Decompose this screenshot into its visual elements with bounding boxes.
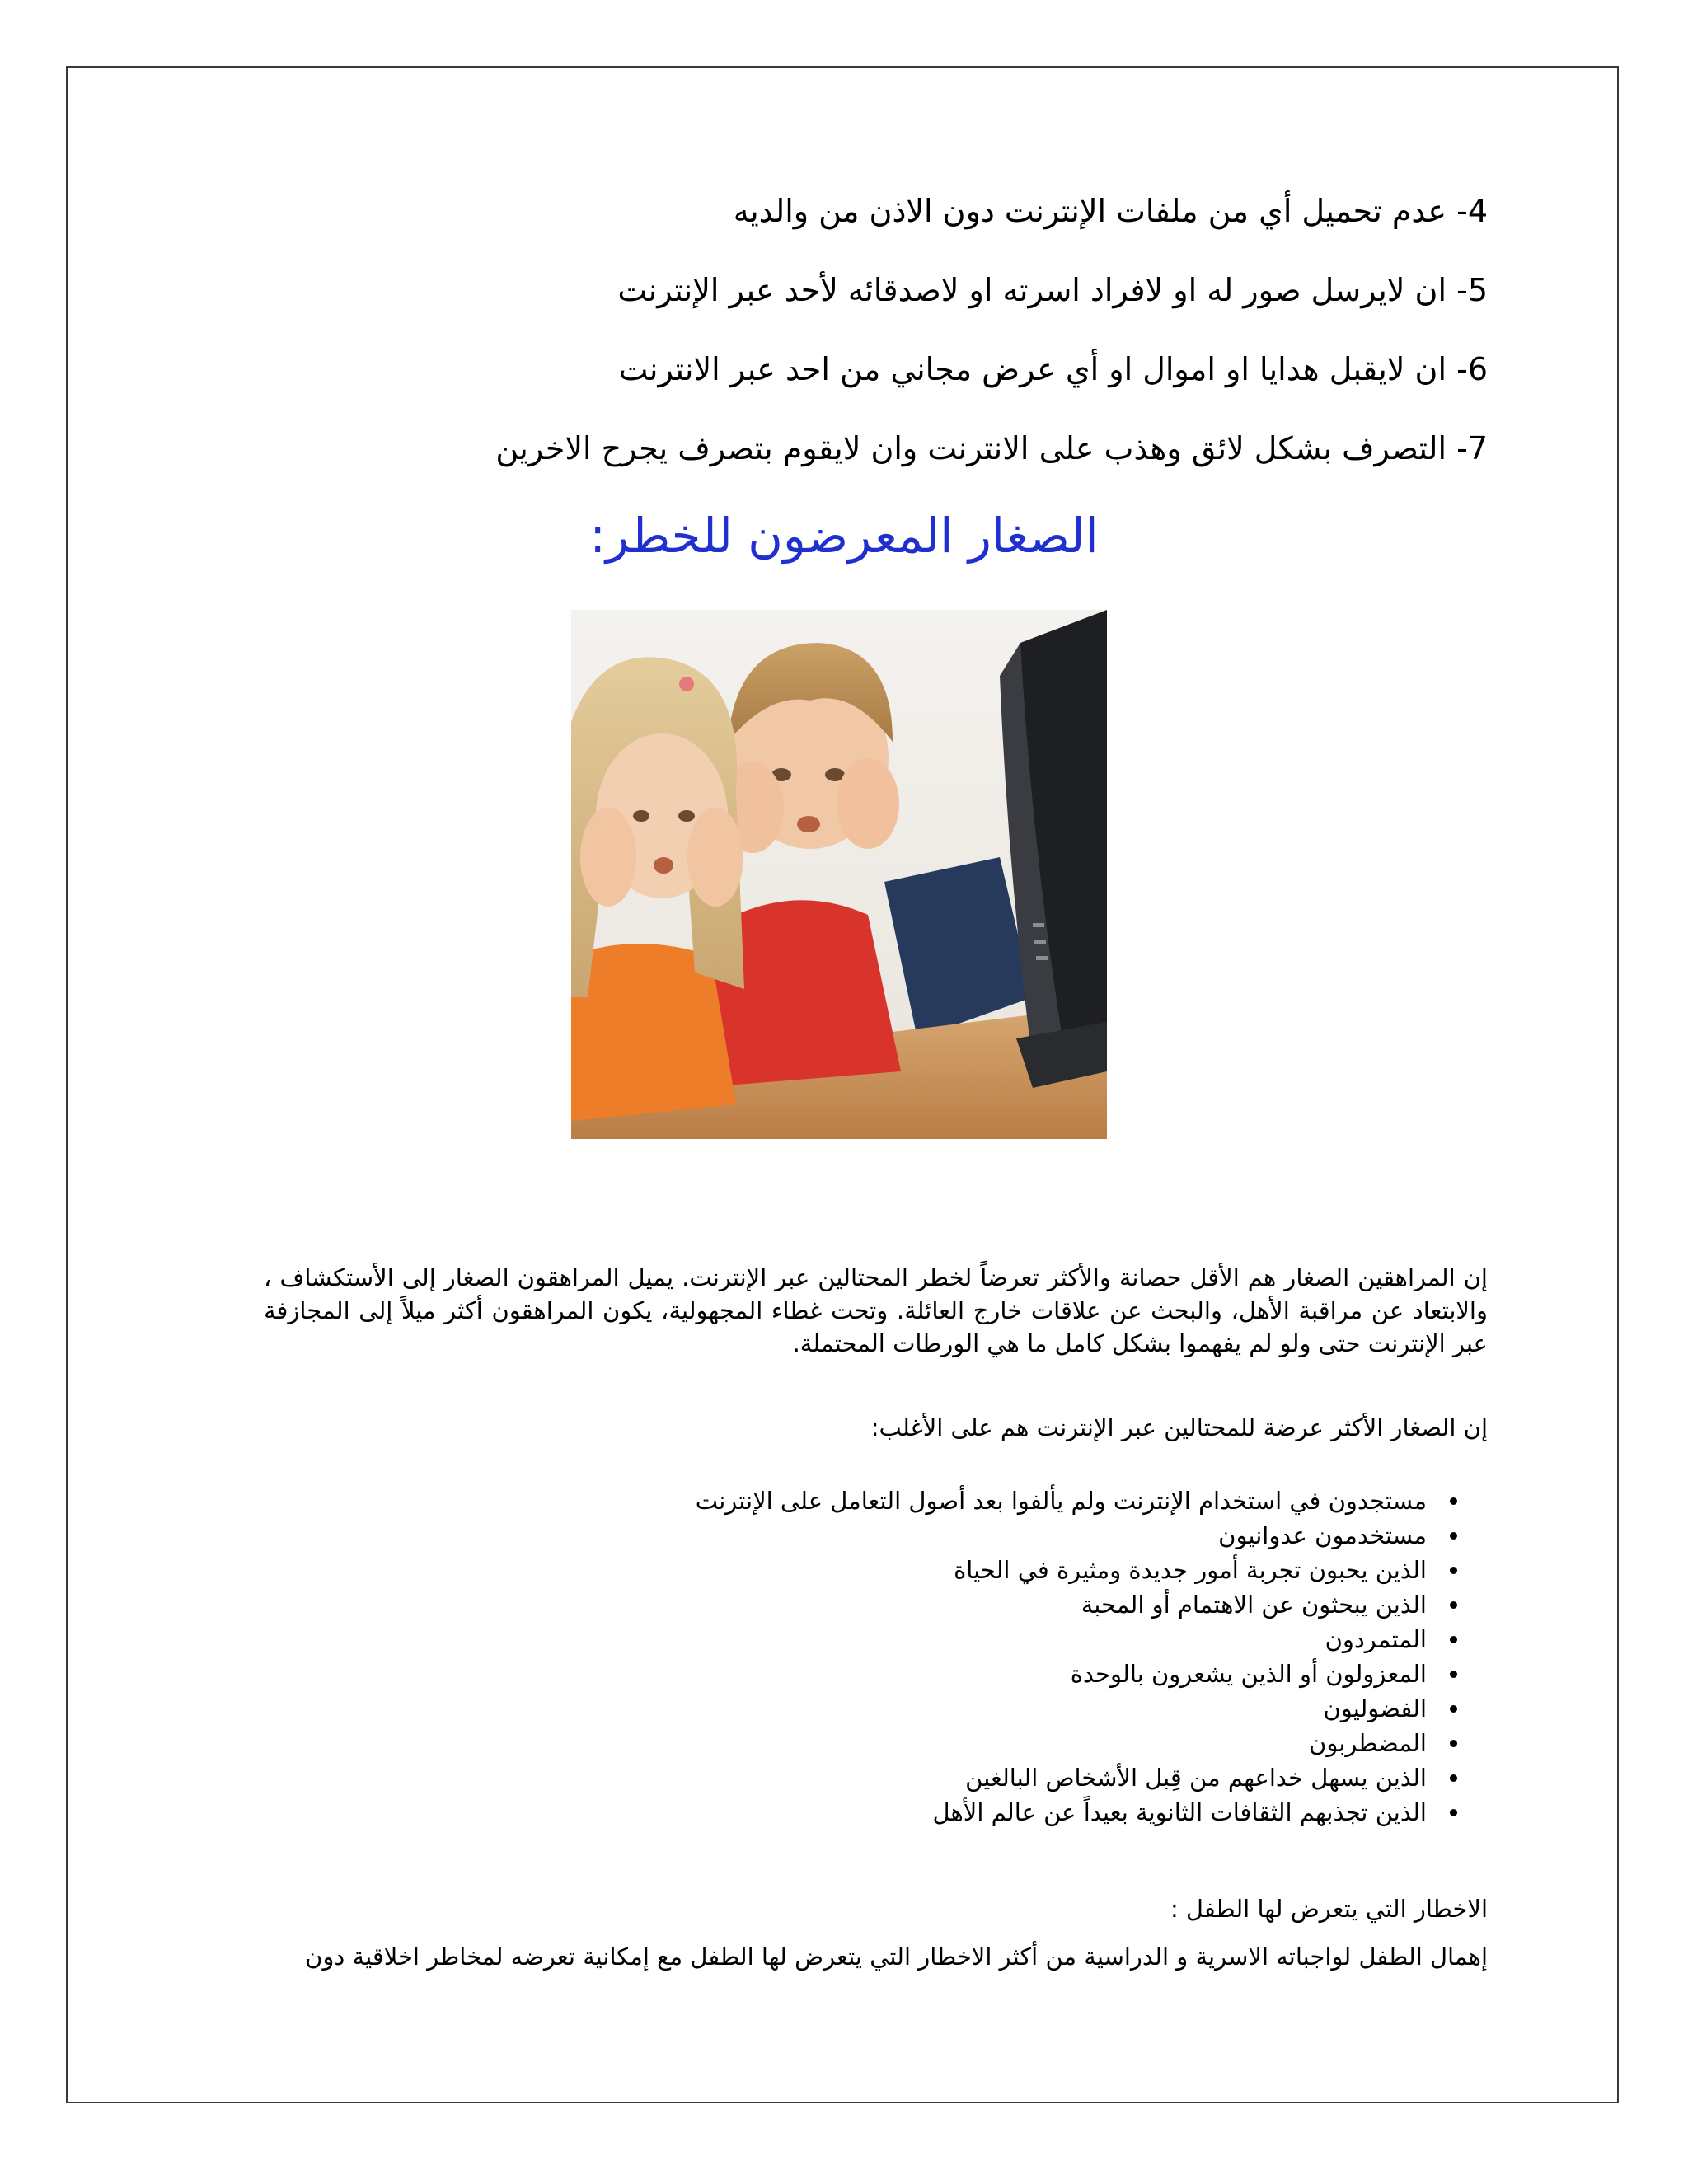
section-heading: الصغار المعرضون للخطر: bbox=[589, 508, 1099, 564]
vulnerable-list bbox=[283, 1483, 1488, 1830]
vulnerable-intro: إن الصغار الأكثر عرضة للمحتالين عبر الإنترنت هم على الأغلب: bbox=[870, 1413, 1488, 1441]
list-item: • الذين يبحثون عن الاهتمام أو المحبة bbox=[283, 1587, 1437, 1622]
rule-item: 4- عدم تحميل أي من ملفات الإنترنت دون الاذن من والديه bbox=[733, 193, 1488, 229]
list-item: • الذين تجذبهم الثقافات الثانوية بعيداً عن عالم الأهل bbox=[283, 1795, 1437, 1830]
list-item: • المضطربون bbox=[283, 1726, 1437, 1760]
list-item: • مستجدون في استخدام الإنترنت ولم يألفوا بعد أصول التعامل على الإنترنت bbox=[283, 1483, 1437, 1518]
dangers-title: الاخطار التي يتعرض لها الطفل : bbox=[1170, 1895, 1488, 1923]
rule-item: 7- التصرف بشكل لائق وهذب على الانترنت وان لايقوم بتصرف يجرح الاخرين bbox=[495, 430, 1488, 466]
rule-item: 6- ان لايقبل هدايا او اموال او أي عرض مجاني من احد عبر الانترنت bbox=[618, 351, 1488, 387]
rules-list bbox=[251, 190, 1488, 506]
list-item: • الفضوليون bbox=[283, 1691, 1437, 1726]
rule-item: 5- ان لايرسل صور له او لافراد اسرته او لاصدقائه لأحد عبر الإنترنت bbox=[617, 272, 1488, 308]
children-at-computer-photo bbox=[571, 610, 1107, 1139]
list-item: • المعزولون أو الذين يشعرون بالوحدة bbox=[283, 1657, 1437, 1691]
list-item: • مستخدمون عدوانيون bbox=[283, 1518, 1437, 1553]
risk-paragraph: إن المراهقين الصغار هم الأقل حصانة والأكثر تعرضاً لخطر المحتالين عبر الإنترنت. يميل المراهقون الصغار إلى الأستكشاف ، والابتعاد عن مراقبة الأهل، والبحث عن علاقات خارج العائلة. وتحت غطاء المجهولية، يكون المراهقون أكثر ميلاً إلى المجازفة عبر الإنترنت حتى ولو لم يفهموا بشكل كامل ما هي الورطات المحتملة. bbox=[264, 1263, 1488, 1358]
list-item: • الذين يحبون تجربة أمور جديدة ومثيرة في الحياة bbox=[283, 1553, 1437, 1587]
list-item: • المتمردون bbox=[283, 1622, 1437, 1657]
dangers-text: إهمال الطفل لواجباته الاسرية و الدراسية من أكثر الاخطار التي يتعرض لها الطفل مع إمكانية تعرضه لمخاطر اخلاقية دون bbox=[305, 1943, 1488, 1971]
list-item: • الذين يسهل خداعهم من قِبل الأشخاص البالغين bbox=[283, 1760, 1437, 1795]
